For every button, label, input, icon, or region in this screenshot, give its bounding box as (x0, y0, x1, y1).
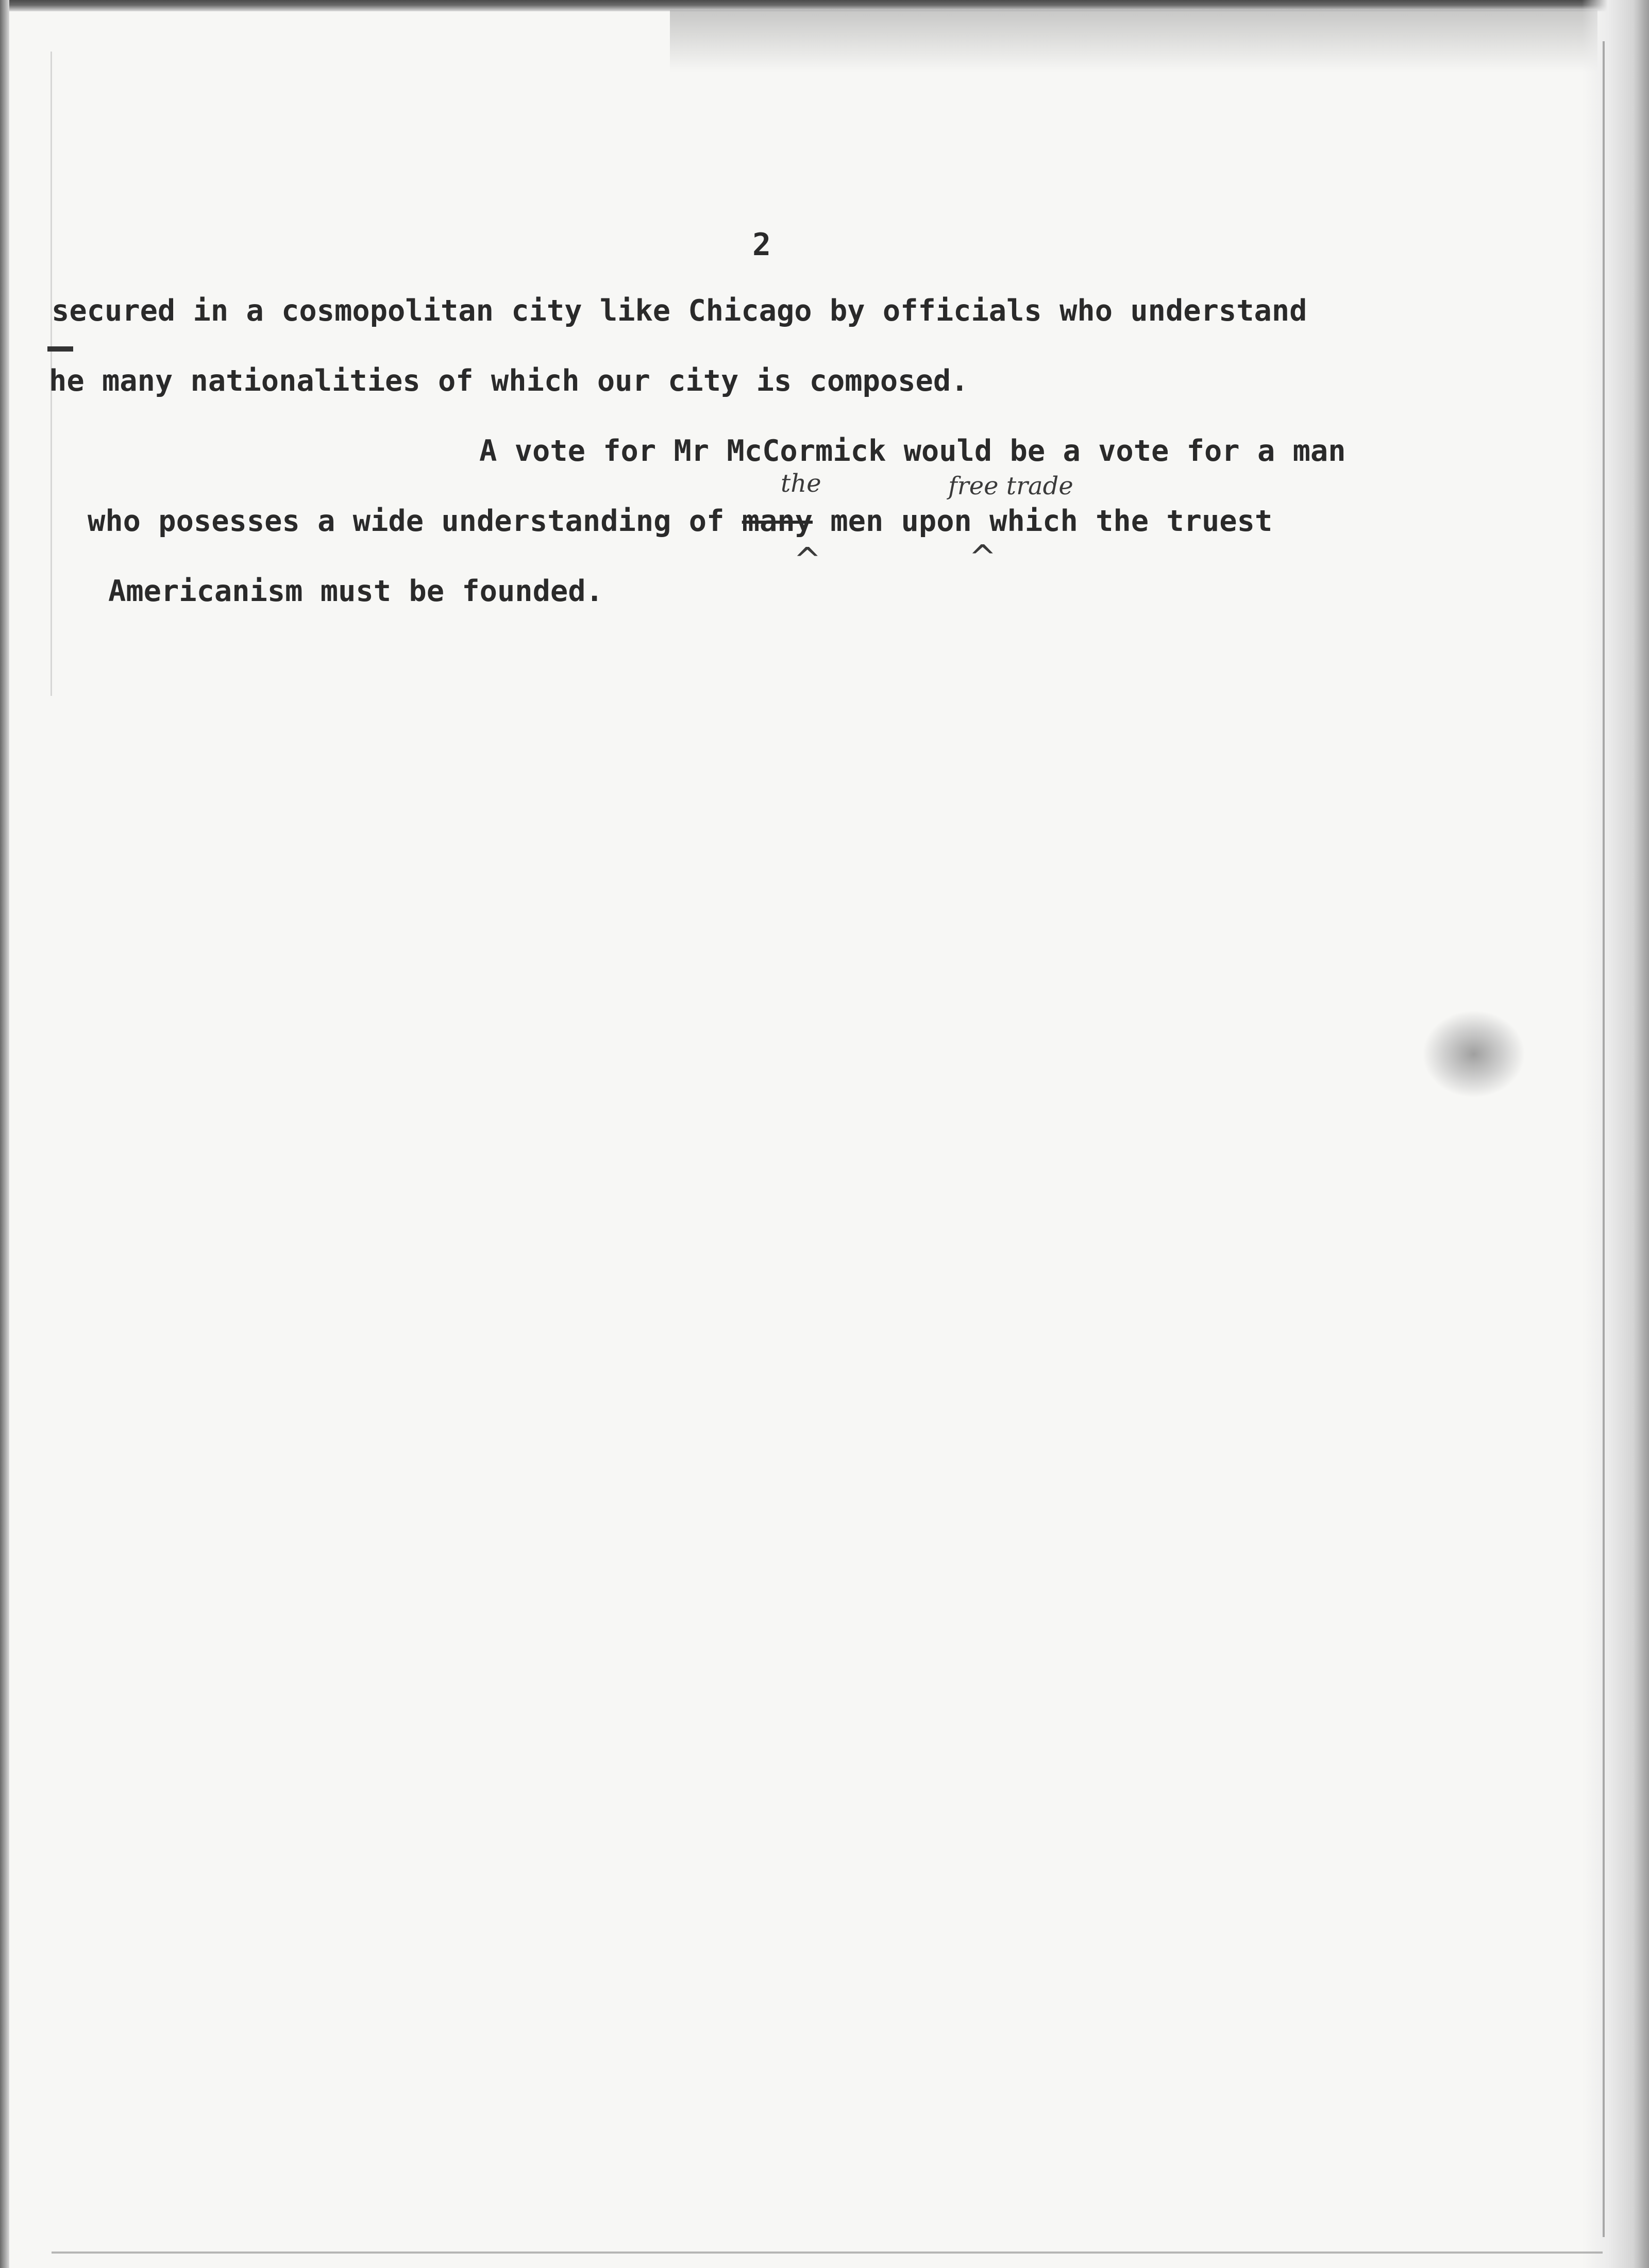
text-line-4 (88, 504, 1272, 538)
handwritten-insertion-2: free trade (948, 472, 1073, 501)
margin-mark (47, 346, 73, 352)
struck-word: many (742, 504, 813, 538)
scan-left-edge (0, 0, 9, 2268)
text-line-5: Americanism must be founded. (108, 574, 603, 608)
insertion-caret-icon: ^ (794, 541, 821, 579)
text-line-2: he many nationalities of which our city is composed. (49, 364, 969, 398)
page-right-border (1603, 41, 1605, 2237)
text-line-3: A vote for Mr McCormick would be a vote for a man (479, 434, 1346, 468)
handwritten-insertion-1: the (781, 469, 821, 498)
text-line-4-before: who posesses a wide understanding of (88, 504, 742, 538)
scan-grime (670, 10, 1597, 72)
ink-smudge (1422, 1010, 1525, 1098)
text-line-1: secured in a cosmopolitan city like Chicago by officials who understand (52, 294, 1307, 328)
scan-right-shadow (1582, 0, 1649, 2268)
insertion-caret-icon: ^ (969, 539, 997, 577)
text-line-4-after: men upon which the truest (813, 504, 1273, 538)
scan-top-edge (0, 0, 1649, 11)
page-bottom-border (52, 2252, 1603, 2254)
page-number: 2 (752, 227, 771, 263)
